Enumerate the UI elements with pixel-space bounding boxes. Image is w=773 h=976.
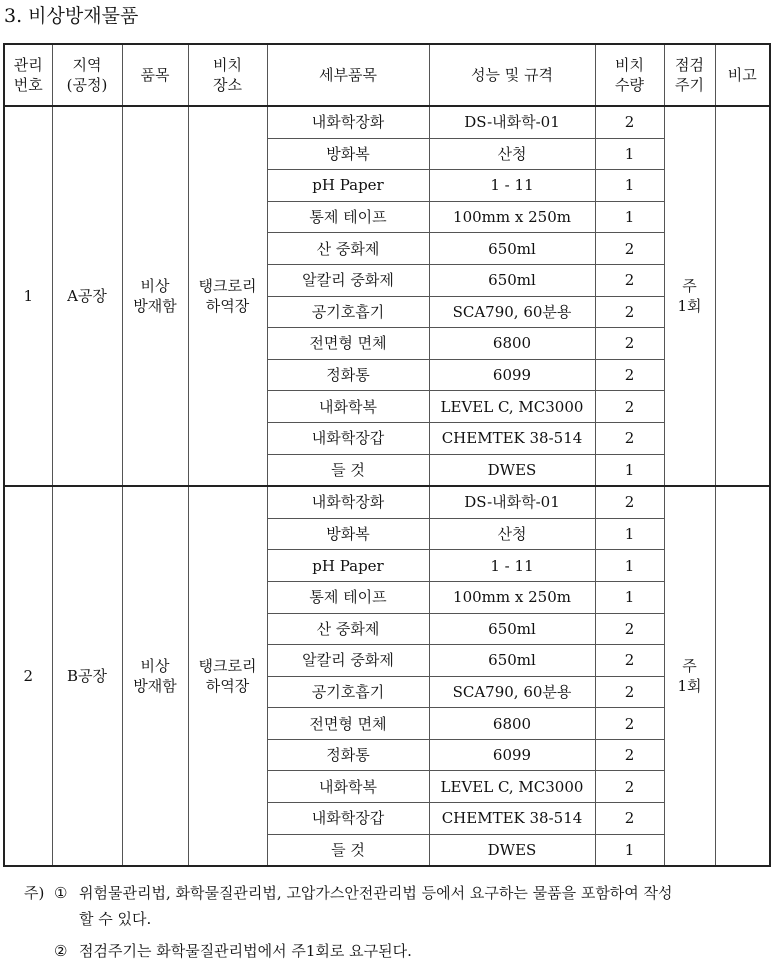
cell-quantity: 1 [595,834,664,866]
footnote-text: 위험물관리법, 화학물질관리법, 고압가스안전관리법 등에서 요구하는 물품을 포함하여 작성 [79,884,673,902]
table-header [4,44,770,106]
document-title: 3. 비상방재물품 [4,5,139,27]
cell-quantity: 2 [595,328,664,360]
cell-spec: 6099 [429,359,595,391]
cell-quantity: 2 [595,771,664,803]
cell-quantity: 2 [595,391,664,423]
cell-detail-item: 내화학복 [267,771,429,803]
cell-remarks [715,106,770,486]
cell-quantity: 2 [595,803,664,835]
cell-quantity: 1 [595,170,664,202]
emergency-equipment-table [3,43,771,867]
cell-detail-item: 내화학장갑 [267,422,429,454]
header-remarks: 비고 [715,44,770,106]
footnote-1-continuation: 할 수 있다. [79,910,152,928]
cell-inspection-cycle: 주 1회 [664,106,715,486]
cell-location: 탱크로리 하역장 [188,106,267,486]
cell-quantity: 2 [595,106,664,138]
cell-quantity: 2 [595,233,664,265]
cell-quantity: 2 [595,739,664,771]
cell-item: 비상 방재함 [122,486,188,866]
header-item: 품목 [122,44,188,106]
cell-quantity: 2 [595,645,664,677]
cell-detail-item: 정화통 [267,359,429,391]
cell-region: B공장 [52,486,122,866]
footnote-2 [24,938,769,964]
footnote-text: 점검주기는 화학물질관리법에서 주1회로 요구된다. [79,942,412,960]
cell-detail-item: 알칼리 중화제 [267,645,429,677]
cell-quantity: 2 [595,486,664,518]
cell-detail-item: 들 것 [267,454,429,486]
cell-inspection-cycle: 주 1회 [664,486,715,866]
cell-detail-item: 공기호흡기 [267,676,429,708]
cell-detail-item: 내화학장화 [267,106,429,138]
cell-spec: 1 - 11 [429,550,595,582]
cell-quantity: 1 [595,454,664,486]
footnotes [24,880,769,964]
cell-quantity: 1 [595,550,664,582]
cell-location: 탱크로리 하역장 [188,486,267,866]
cell-detail-item: 알칼리 중화제 [267,264,429,296]
cell-spec: 1 - 11 [429,170,595,202]
cell-quantity: 2 [595,708,664,740]
cell-spec: DWES [429,834,595,866]
cell-spec: 650ml [429,613,595,645]
cell-detail-item: 들 것 [267,834,429,866]
header-detail-item: 세부품목 [267,44,429,106]
cell-spec: LEVEL C, MC3000 [429,391,595,423]
header-spec: 성능 및 규격 [429,44,595,106]
cell-spec: 650ml [429,645,595,677]
cell-detail-item: 방화복 [267,138,429,170]
cell-quantity: 1 [595,201,664,233]
cell-spec: LEVEL C, MC3000 [429,771,595,803]
cell-detail-item: 전면형 면체 [267,708,429,740]
cell-spec: CHEMTEK 38-514 [429,803,595,835]
cell-spec: 100mm x 250m [429,581,595,613]
cell-quantity: 1 [595,518,664,550]
table-row [4,486,770,518]
cell-quantity: 2 [595,422,664,454]
footnote-prefix: 주) [24,884,45,902]
cell-item: 비상 방재함 [122,106,188,486]
cell-management-no: 2 [4,486,52,866]
cell-quantity: 2 [595,613,664,645]
header-inspection-cycle: 점검 주기 [664,44,715,106]
cell-region: A공장 [52,106,122,486]
footnote-number: ① [54,884,68,902]
cell-quantity: 2 [595,264,664,296]
footnote-1 [24,880,769,906]
cell-detail-item: 내화학복 [267,391,429,423]
cell-quantity: 2 [595,359,664,391]
cell-detail-item: 정화통 [267,739,429,771]
table-row [4,106,770,138]
cell-spec: 6099 [429,739,595,771]
header-location: 비치 장소 [188,44,267,106]
cell-detail-item: 산 중화제 [267,613,429,645]
cell-quantity: 2 [595,296,664,328]
cell-detail-item: 공기호흡기 [267,296,429,328]
cell-detail-item: 방화복 [267,518,429,550]
table-body [4,106,770,866]
cell-quantity: 1 [595,581,664,613]
cell-detail-item: pH Paper [267,550,429,582]
cell-management-no: 1 [4,106,52,486]
cell-remarks [715,486,770,866]
cell-spec: CHEMTEK 38-514 [429,422,595,454]
cell-spec: DS-내화학-01 [429,486,595,518]
cell-detail-item: 통제 테이프 [267,581,429,613]
cell-spec: 100mm x 250m [429,201,595,233]
cell-spec: SCA790, 60분용 [429,676,595,708]
cell-detail-item: 산 중화제 [267,233,429,265]
cell-spec: 650ml [429,233,595,265]
cell-detail-item: 전면형 면체 [267,328,429,360]
cell-spec: 산청 [429,138,595,170]
cell-spec: 6800 [429,328,595,360]
cell-spec: DS-내화학-01 [429,106,595,138]
header-region: 지역 (공정) [52,44,122,106]
cell-quantity: 2 [595,676,664,708]
cell-detail-item: 내화학장갑 [267,803,429,835]
header-management-no: 관리 번호 [4,44,52,106]
footnote-number: ② [54,942,68,960]
cell-spec: 산청 [429,518,595,550]
cell-detail-item: 내화학장화 [267,486,429,518]
cell-detail-item: pH Paper [267,170,429,202]
cell-spec: 6800 [429,708,595,740]
cell-detail-item: 통제 테이프 [267,201,429,233]
cell-spec: 650ml [429,264,595,296]
cell-quantity: 1 [595,138,664,170]
cell-spec: SCA790, 60분용 [429,296,595,328]
header-quantity: 비치 수량 [595,44,664,106]
cell-spec: DWES [429,454,595,486]
